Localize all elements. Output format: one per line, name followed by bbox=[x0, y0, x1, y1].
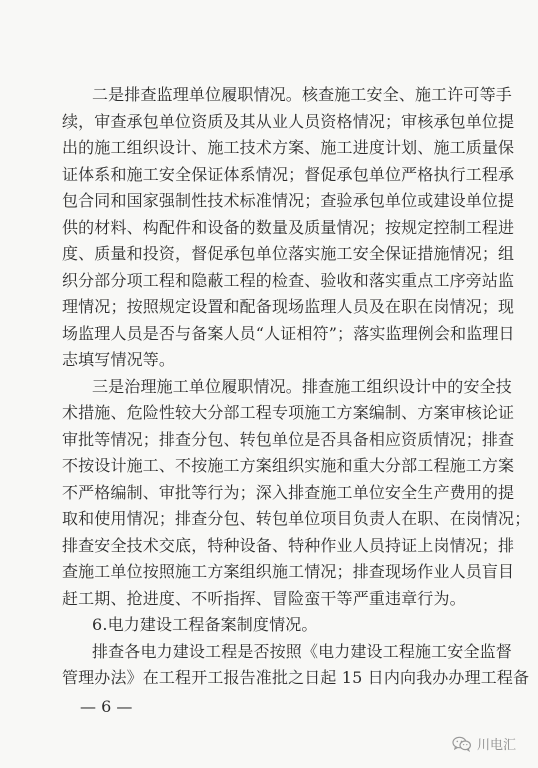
text-line: 证体系和施工安全保证体系情况；督促承包单位严格执行工程承 bbox=[62, 164, 515, 184]
watermark-label: 川电汇 bbox=[477, 738, 517, 753]
page-number: — 6 — bbox=[80, 697, 133, 716]
text-line: 排查安全技术交底，特种设备、特种作业人员持证上岗情况；排 bbox=[62, 535, 515, 555]
text-line: 续，审查承包单位资质及其从业人员资格情况；审核承包单位提 bbox=[62, 111, 515, 131]
text-line: 度、质量和投资，督促承包单位落实施工安全保证措施情况；组 bbox=[62, 244, 515, 263]
text-line: 取和使用情况；排查分包、转包单位项目负责人在职、在岗情况； bbox=[62, 509, 531, 528]
text-line: 管理办法》在工程开工报告准批之日起 15 日内向我办办理工程备 bbox=[62, 668, 530, 687]
section-heading: 6.电力建设工程备案制度情况。 bbox=[92, 615, 318, 634]
watermark bbox=[452, 734, 516, 753]
document-body bbox=[62, 82, 531, 692]
text-line: 排查各电力建设工程是否按照《电力建设工程施工安全监督 bbox=[92, 641, 512, 661]
text-line: 查施工单位按照施工方案组织施工情况；排查现场作业人员盲目 bbox=[62, 562, 515, 581]
text-line: 理情况；按照规定设置和配备现场监理人员及在职在岗情况；现 bbox=[62, 297, 515, 316]
text-line: 场监理人员是否与备案人员“人证相符”；落实监理例会和监理日 bbox=[62, 323, 515, 343]
text-line: 供的材料、构配件和设备的数量及质量情况；按规定控制工程进 bbox=[62, 217, 515, 237]
text-line: 不严格编制、审批等行为；深入排查施工单位安全生产费用的提 bbox=[62, 482, 515, 502]
text-line: 不按设计施工、不按施工方案组织实施和重大分部工程施工方案 bbox=[62, 456, 515, 475]
text-line: 志填写情况等。 bbox=[62, 350, 176, 369]
text-line: 二是排查监理单位履职情况。核查施工安全、施工许可等手 bbox=[92, 85, 512, 104]
text-line: 包合同和国家强制性技术标准情况；查验承包单位或建设单位提 bbox=[62, 191, 515, 210]
text-line: 三是治理施工单位履职情况。排查施工组织设计中的安全技 bbox=[92, 376, 512, 396]
text-line: 审批等情况；排查分包、转包单位是否具备相应资质情况；排查 bbox=[62, 429, 515, 449]
text-line: 织分部分项工程和隐蔽工程的检查、验收和落实重点工序旁站监 bbox=[62, 270, 515, 290]
text-line: 赶工期、抢进度、不听指挥、冒险蛮干等严重违章行为。 bbox=[62, 588, 466, 608]
wechat-icon bbox=[452, 736, 472, 752]
text-line: 出的施工组织设计、施工技术方案、施工进度计划、施工质量保 bbox=[62, 138, 515, 157]
text-line: 术措施、危险性较大分部工程专项施工方案编制、方案审核论证 bbox=[62, 403, 515, 422]
